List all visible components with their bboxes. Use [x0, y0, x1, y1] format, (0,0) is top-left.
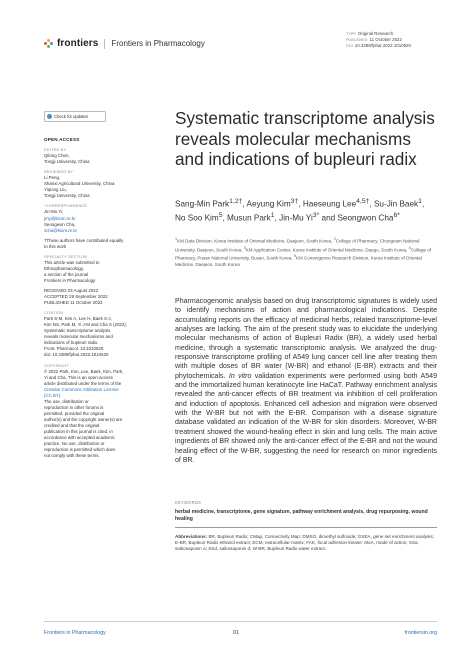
- sidebar-link[interactable]: (CC BY).: [44, 392, 62, 398]
- sidebar-link[interactable]: scha@kiom.re.kr: [44, 227, 78, 233]
- sidebar-line: RECEIVED 03 August 2022: [44, 287, 99, 293]
- published-date: 11 October 2022: [369, 37, 402, 43]
- open-access-label: OPEN ACCESS: [44, 137, 80, 142]
- brand-name: frontiers: [57, 38, 99, 49]
- sidebar-line: Jin-Mu Yi,: [44, 209, 64, 215]
- meta-key: TYPE: [346, 32, 356, 36]
- sidebar-line: indications of bupleuri radix.: [44, 340, 99, 346]
- frontiers-dots-icon: [44, 39, 54, 49]
- sidebar-line: not comply with these terms.: [44, 453, 100, 459]
- sidebar-line: This article was submitted to: [44, 259, 100, 265]
- section-label: SPECIALTY SECTION: [44, 253, 87, 259]
- article-title: Systematic transcriptome analysis reveals molecular mechanisms and indications of bupleuri radix: [175, 108, 435, 169]
- sidebar-line: reproduction in other forums is: [44, 404, 104, 410]
- sidebar-line: PUBLISHED 11 October 2022: [44, 300, 103, 306]
- sidebar-line: author(s) and the copyright owner(s) are: [44, 416, 123, 422]
- sidebar-line: a section of the journal: [44, 271, 89, 277]
- article-meta: [346, 31, 411, 50]
- section-label: *CORRESPONDENCE: [44, 203, 88, 209]
- sidebar-line: Tongji University, China: [44, 193, 90, 199]
- section-label: CITATION: [44, 310, 64, 316]
- affiliations: $^1$KM Data Division, Korea Institute of Oriental Medicine, Daejeon, South Korea, $^2$College of Pharmacy, Chungnam National University, Daejeon, South Korea, $^3$KM Application Center, Korea Institute of Oriental Medicine, Daegu, South Korea, $^4$College of Pharmacy, Pusan National University, Busan, South Korea, $^5$KM Convergence Research Division, Korea Institute of Oriental Medicine, Daejeon, South Korea: [175, 237, 431, 268]
- section-label: REVIEWED BY: [44, 169, 74, 175]
- sidebar-line: Qilong Chen,: [44, 153, 70, 159]
- sidebar-line: credited and that the original: [44, 422, 100, 428]
- update-icon: [47, 114, 52, 119]
- journal-name[interactable]: Frontiers in Pharmacology: [111, 39, 205, 48]
- frontiers-logo[interactable]: [44, 38, 205, 49]
- sidebar-link[interactable]: Creative Commons Attribution License: [44, 386, 119, 392]
- sidebar-line: †These authors have contributed equally: [44, 237, 124, 243]
- page-number: 01: [233, 630, 239, 636]
- sidebar-line: Systematic transcriptome analysis: [44, 328, 111, 334]
- sidebar-line: doi: 10.3389/fphar.2022.1010520: [44, 352, 109, 358]
- sidebar-line: Ethnopharmacology,: [44, 265, 84, 271]
- abstract: Pharmacogenomic analysis based on drug transcriptomic signatures is widely used to identify mechanisms of action and pharmacological indications. Despite accumulating reports on the efficacy of medicinal herbs, related transcriptome-level analyses are lacking. The aim of the present study was to elucidate the underlying molecular mechanisms of action of Bupleuri Radix (BR), a widely used herbal medicine, through a systematic transcriptomic analysis. We analyzed the drug-responsive transcriptome profiling of A549 lung cancer cell line after treating them with multiple doses of BR water (W-BR) and ethanol (E-BR) extracts and their phytochemicals. In vitro validation experiments were performed using both A549 and the immortalized human keratinocyte line HaCaT. Pathway enrichment analysis revealed the anti-cancer effects of BR treatment via inhibition of cell proliferation and induction of apoptosis. Enhanced cell adhesion and migration were observed with the W-BR but not with the E-BR. Comparison with a disease signature database validated an indication of the W-BR for skin disorders. Moreover, W-BR treatment showed the wound-healing effect in skin and lung cells. The main active ingredients of BR showed only the anti-cancer effect of the E-BR and not the wound healing effect of the W-BR, suggesting the need for research on minor ingredients of BR.: [175, 298, 438, 464]
- sidebar-line: article distributed under the terms of the: [44, 380, 122, 386]
- sidebar-line: reveals molecular mechanisms and: [44, 334, 113, 340]
- sidebar-line: Frontiers in Pharmacology: [44, 277, 96, 283]
- footer-site-link[interactable]: frontiersin.org: [404, 630, 437, 636]
- article-info-sidebar: [44, 137, 156, 459]
- article-type: Original Research: [357, 31, 394, 36]
- sidebar-line: accordance with accepted academic: [44, 435, 115, 441]
- sidebar-line: Yiqiong Liu,: [44, 187, 67, 193]
- meta-key: PUBLISHED: [346, 38, 368, 43]
- sidebar-line: Seongwon Cha,: [44, 221, 76, 227]
- keywords: herbal medicine, transcriptome, gene signature, pathway enrichment analysis, drug repurposing, wound healing: [175, 509, 428, 522]
- footer-journal-link[interactable]: Frontiers in Pharmacology: [44, 630, 106, 636]
- sidebar-line: ACCEPTED 29 September 2022: [44, 294, 108, 300]
- keywords-label: KEYWORDS: [175, 500, 202, 505]
- sidebar-line: Tongji University, China: [44, 159, 90, 165]
- meta-key: DOI: [346, 44, 353, 49]
- sidebar-line: Yi and Cha. This is an open-access: [44, 374, 113, 380]
- divider: [104, 39, 105, 49]
- sidebar-line: to this work: [44, 243, 67, 249]
- sidebar-line: Li Peng,: [44, 175, 61, 181]
- sidebar-line: Park S-M, Kim A, Lee H, Baek S-J,: [44, 316, 112, 322]
- author-list[interactable]: Sang-Min Park$^{1,2\dagger}$, Aeyung Kim$^{3\dagger}$, Haeseung Lee$^{4,5\dagger}$, Su-Jin Baek$^1$, No Soo Kim$^5$, Musun Park$^1$, Jin-Mu $Yi^{3*}$ and Seongwon Cha$^{6*}$: [175, 198, 425, 224]
- section-label: COPYRIGHT: [44, 362, 69, 368]
- abbreviations: Abbreviations: BR, Bupleuri Radix; CMap, Connectivity Map; DMSO, dimethyl sulfoxide; GSEA, gene set enrichment analysis; E-BR, Bupleuri Radix ethanol extract; ECM, extracellular matrix; FAK, focal adhesion kinase; MoA, mode of action; SSa, saikosaponin a; SSd, saikosaponin d; W-BR, Bupleuri Radix water extract.: [175, 534, 434, 552]
- sidebar-link[interactable]: jmyi@kiom.re.kr: [44, 215, 76, 221]
- sidebar-line: practice. No use, distribution or: [44, 441, 105, 447]
- sidebar-line: Shanxi Agricultural University, China: [44, 181, 115, 187]
- sidebar-line: reproduction is permitted which does: [44, 447, 116, 453]
- section-label: EDITED BY: [44, 147, 67, 153]
- sidebar-line: © 2022 Park, Kim, Lee, Baek, Kim, Park,: [44, 368, 124, 374]
- sidebar-line: Front. Pharmacol. 13:1010520.: [44, 346, 105, 352]
- sidebar-line: Kim NS, Park M, Yi J-M and Cha S (2022),: [44, 322, 127, 328]
- doi[interactable]: 10.3389/fphar.2022.1010520: [354, 43, 411, 49]
- check-for-updates-button[interactable]: [44, 111, 106, 122]
- sidebar-line: permitted, provided the original: [44, 410, 105, 416]
- sidebar-line: publication in this journal is cited, in: [44, 429, 113, 435]
- check-updates-label: Check for updates: [54, 114, 88, 119]
- footer-divider: [44, 621, 437, 622]
- sidebar-line: The use, distribution or: [44, 398, 89, 404]
- divider: [175, 527, 437, 528]
